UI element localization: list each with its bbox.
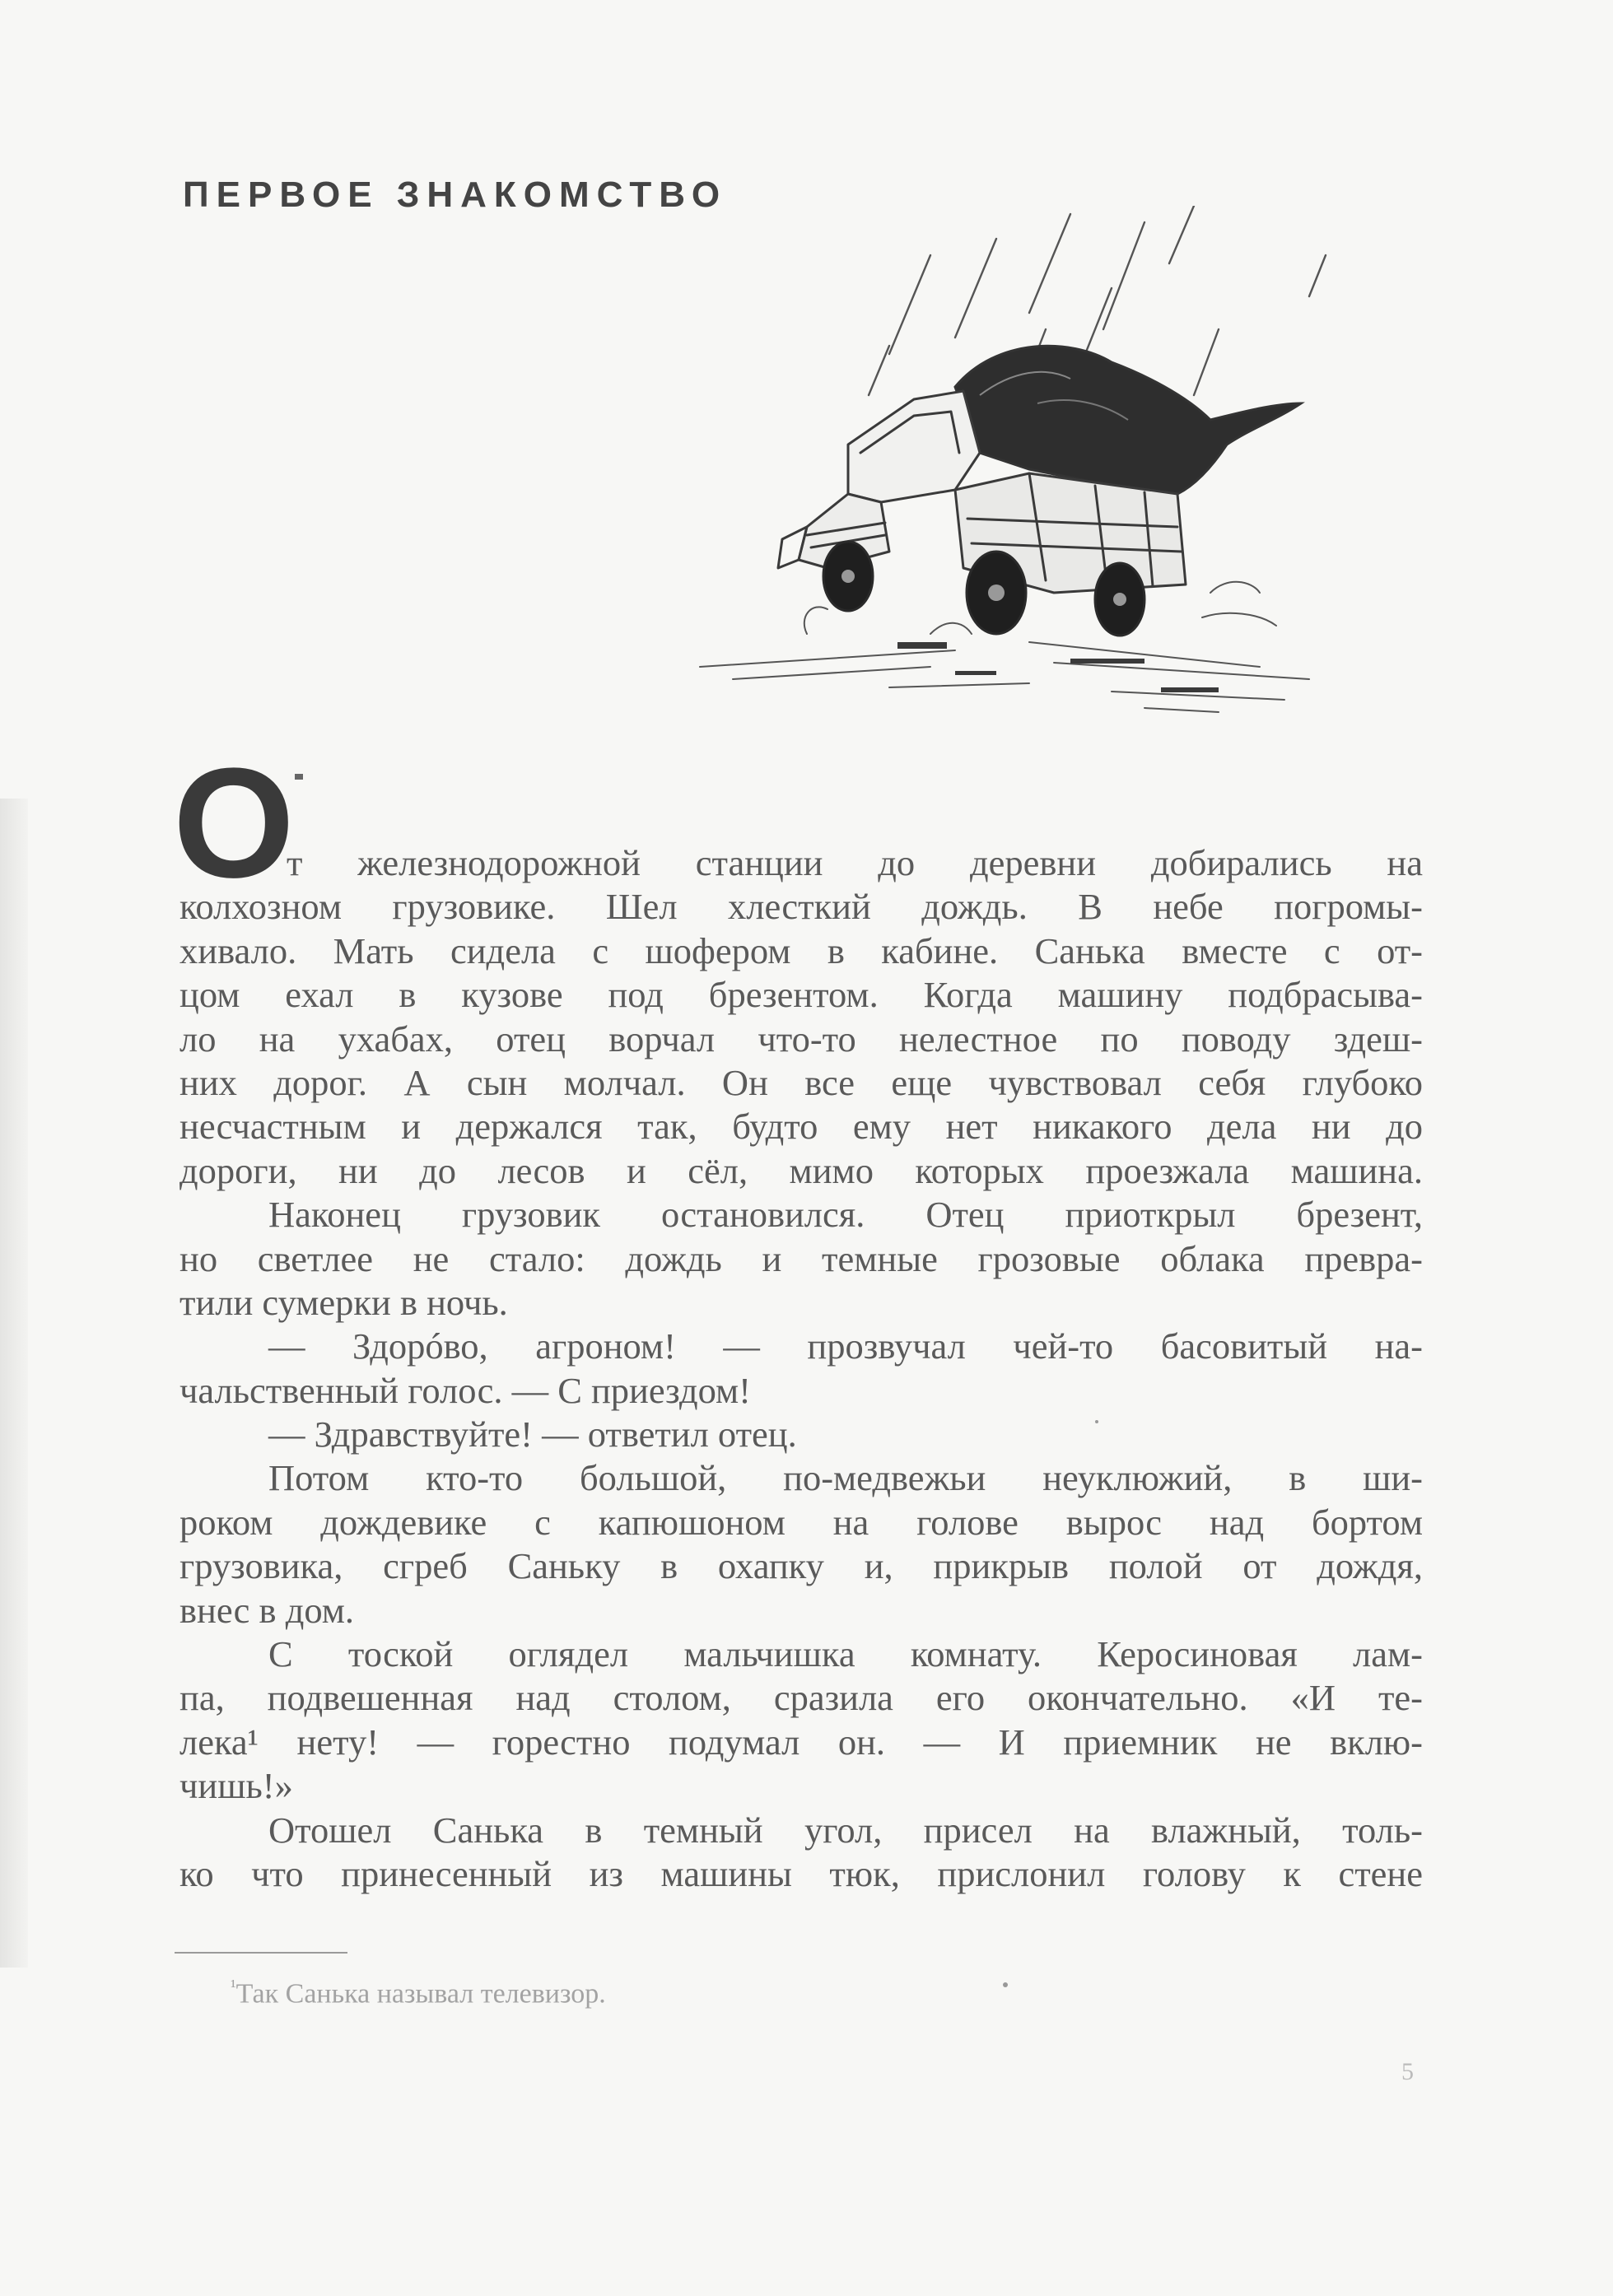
text-line: но светлее не стало: дождь и темные грозовые облака превра-: [179, 1237, 1423, 1279]
text-line: С тоской оглядел мальчишка комнату. Керосиновая лам-: [268, 1633, 1423, 1675]
text-line: хивало. Мать сидела с шофером в кабине. Санька вместе с от-: [179, 929, 1423, 971]
drop-cap: О: [173, 736, 295, 910]
text-line: Отошел Санька в темный угол, присел на влажный, толь-: [268, 1809, 1423, 1851]
text-line: ко что принесенный из машины тюк, прислонил голову к стене: [179, 1852, 1423, 1894]
footnote-mark: ¹: [231, 1976, 236, 1996]
text-line: па, подвешенная над столом, сразила его окончательно. «И те-: [179, 1677, 1423, 1719]
ink-speck: [1003, 1982, 1008, 1987]
text-line: них дорог. А сын молчал. Он все еще чувствовал себя глубоко: [179, 1061, 1423, 1103]
text-line: несчастным и держался так, будто ему нет никакого дела ни до: [179, 1106, 1423, 1148]
ink-speck: [1095, 1420, 1098, 1423]
text-line: чальственный голос. — С приездом!: [179, 1369, 751, 1411]
text-line: Наконец грузовик остановился. Отец приоткрыл брезент,: [268, 1194, 1423, 1236]
text-line: колхозном грузовике. Шел хлесткий дождь. В небе погромы-: [179, 886, 1423, 928]
text-line: ло на ухабах, отец ворчал что-то нелестное по поводу здеш-: [179, 1018, 1423, 1060]
text-line: внес в дом.: [179, 1589, 355, 1631]
text-line: — Здравствуйте! — ответил отец.: [268, 1413, 797, 1455]
text-line: т железнодорожной станции до деревни добирались на: [287, 842, 1423, 883]
footnote-rule: [175, 1952, 347, 1954]
text-line: грузовика, сгреб Саньку в охапку и, прикрыв полой от дождя,: [179, 1545, 1423, 1587]
body-text: [179, 841, 1423, 1896]
footnote-text: Так Санька называл телевизор.: [235, 1978, 606, 2010]
text-line: цом ехал в кузове под брезентом. Когда машину подбрасыва-: [179, 974, 1423, 1016]
text-line: Потом кто-то большой, по-медвежьи неуклюжий, в ши-: [268, 1457, 1423, 1499]
ink-speck: [295, 774, 303, 780]
truck-in-rain-icon: [683, 206, 1424, 733]
page-spine-shadow: [0, 799, 28, 1968]
text-line: роком дождевике с капюшоном на голове вырос над бортом: [179, 1501, 1423, 1543]
text-line: дороги, ни до лесов и сёл, мимо которых проезжала машина.: [179, 1149, 1423, 1191]
text-line: лека¹ нету! — горестно подумал он. — И приемник не вклю-: [179, 1721, 1423, 1763]
chapter-title: ПЕРВОЕ ЗНАКОМСТВО: [183, 175, 728, 215]
footnote: [231, 1976, 606, 2010]
page-number: 5: [1401, 2058, 1414, 2085]
text-line: тили сумерки в ночь.: [179, 1281, 508, 1323]
text-line: чишь!»: [179, 1765, 293, 1807]
text-line: — Здорóво, агроном! — прозвучал чей-то басовитый на-: [268, 1325, 1423, 1367]
